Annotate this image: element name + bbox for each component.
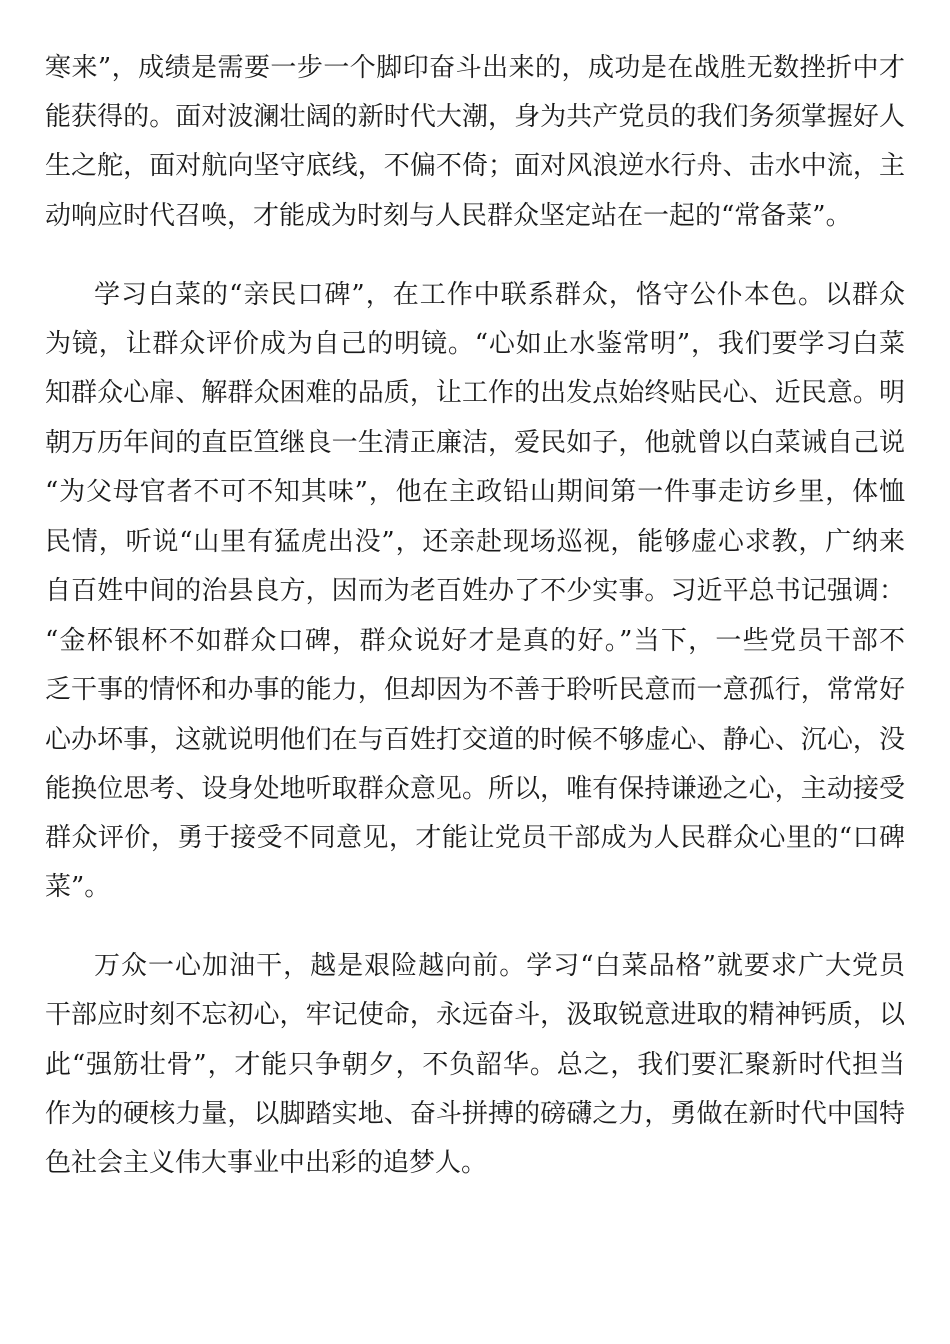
paragraph-line: 生之舵，面对航向坚守底线，不偏不倚；面对风浪逆水行舟、击水中流，主 xyxy=(45,151,905,181)
paragraph-line: 乏干事的情怀和办事的能力，但却因为不善于聆听民意而一意孤行，常常好 xyxy=(45,675,905,705)
paragraph-line: 学习白菜的“亲民口碑”，在工作中联系群众，恪守公仆本色。以群众 xyxy=(94,280,905,310)
paragraph-line: 菜”。 xyxy=(45,872,111,902)
paragraph-line: “金杯银杯不如群众口碑，群众说好才是真的好。”当下，一些党员干部不 xyxy=(45,626,905,656)
paragraph-line: 民情，听说“山里有猛虎出没”，还亲赴现场巡视，能够虚心求教，广纳来 xyxy=(45,527,905,557)
paragraph-line: 能获得的。面对波澜壮阔的新时代大潮，身为共产党员的我们务须掌握好人 xyxy=(45,102,905,132)
paragraph-line: 色社会主义伟大事业中出彩的追梦人。 xyxy=(45,1148,488,1178)
paragraph-line: 群众评价，勇于接受不同意见，才能让党员干部成为人民群众心里的“口碑 xyxy=(45,823,905,853)
paragraph-line: 朝万历年间的直臣笪继良一生清正廉洁，爱民如子，他就曾以白菜诫自己说 xyxy=(45,428,905,458)
paragraph-line: “为父母官者不可不知其味”，他在主政铅山期间第一件事走访乡里，体恤 xyxy=(45,477,905,507)
paragraph-line: 此“强筋壮骨”，才能只争朝夕，不负韶华。总之，我们要汇聚新时代担当 xyxy=(45,1050,905,1080)
paragraph-line: 万众一心加油干，越是艰险越向前。学习“白菜品格”就要求广大党员 xyxy=(94,951,905,981)
paragraph-line: 作为的硬核力量，以脚踏实地、奋斗拼搏的磅礴之力，勇做在新时代中国特 xyxy=(45,1099,905,1129)
paragraph-line: 动响应时代召唤，才能成为时刻与人民群众坚定站在一起的“常备菜”。 xyxy=(45,201,852,231)
paragraph-line: 为镜，让群众评价成为自己的明镜。“心如止水鉴常明”，我们要学习白菜 xyxy=(45,329,905,359)
paragraph-line: 干部应时刻不忘初心，牢记使命，永远奋斗，汲取锐意进取的精神钙质，以 xyxy=(45,1000,905,1030)
paragraph-line: 能换位思考、设身处地听取群众意见。所以，唯有保持谦逊之心，主动接受 xyxy=(45,774,905,804)
paragraph-line: 自百姓中间的治县良方，因而为老百姓办了不少实事。习近平总书记强调： xyxy=(45,576,905,606)
paragraph-line: 寒来”，成绩是需要一步一个脚印奋斗出来的，成功是在战胜无数挫折中才 xyxy=(45,53,905,83)
paragraph-line: 知群众心扉、解群众困难的品质，让工作的出发点始终贴民心、近民意。明 xyxy=(45,378,905,408)
paragraph-line: 心办坏事，这就说明他们在与百姓打交道的时候不够虚心、静心、沉心，没 xyxy=(45,725,905,755)
